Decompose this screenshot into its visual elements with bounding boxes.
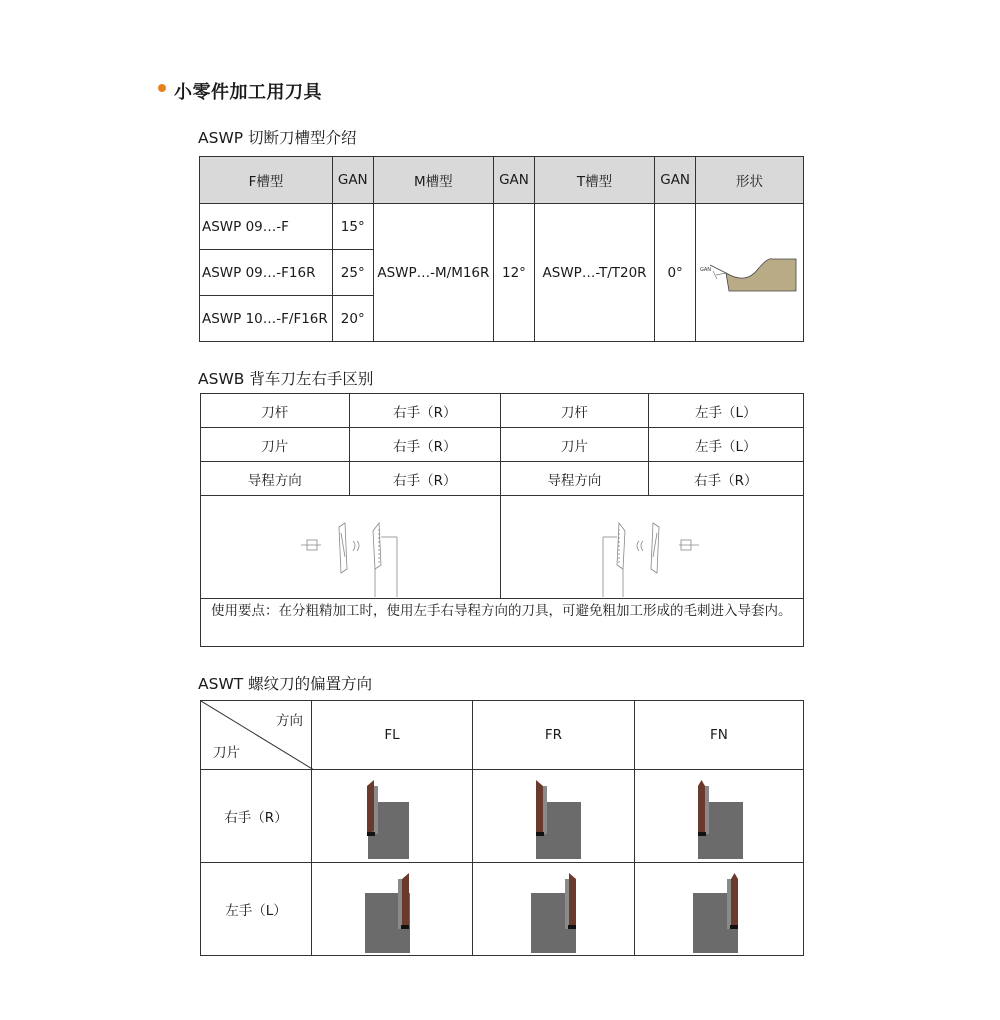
header-m-type: M槽型 xyxy=(373,157,493,204)
table-row xyxy=(201,394,804,428)
section-title: 小零件加工用刀具 xyxy=(174,82,322,103)
usage-note: 使用要点：在分粗精加工时，使用左手右导程方向的刀具，可避免粗加工形成的毛刺进入导套内。 xyxy=(201,599,804,647)
header-t-type: T槽型 xyxy=(534,157,654,204)
aswt-table xyxy=(200,700,804,956)
aswb-table xyxy=(200,393,804,647)
left-hand-diagram-cell xyxy=(501,496,804,599)
t-type-cell: ASWP…-T/T20R xyxy=(534,204,654,342)
aswb-cell: 导程方向 xyxy=(501,462,648,496)
aswb-cell: 刀杆 xyxy=(501,394,648,428)
aswb-cell: 右手（R） xyxy=(648,462,803,496)
gan-cell: 15° xyxy=(332,204,373,250)
fn-right-hand-illustration xyxy=(635,770,803,862)
m-type-cell: ASWP…-M/M16R xyxy=(373,204,493,342)
f-type-cell: ASWP 10…-F/F16R xyxy=(200,296,333,342)
thread-fl-left xyxy=(312,863,473,956)
thread-fl-right xyxy=(312,770,473,863)
groove-shape-diagram xyxy=(696,205,801,341)
fl-right-hand-illustration xyxy=(312,770,472,862)
corner-bottom-label: 刀片 xyxy=(213,745,240,761)
column-header-fl: FL xyxy=(312,701,473,770)
aswb-title: ASWB 背车刀左右手区别 xyxy=(198,370,374,388)
section-bullet-icon xyxy=(158,84,166,92)
aswb-cell: 刀片 xyxy=(501,428,648,462)
f-type-cell: ASWP 09…-F xyxy=(200,204,333,250)
aswb-cell: 右手（R） xyxy=(349,394,501,428)
fn-left-hand-illustration xyxy=(635,863,803,955)
gan-cell: 25° xyxy=(332,250,373,296)
aswb-cell: 左手（L） xyxy=(648,394,803,428)
shape-gan-label: GAN xyxy=(700,266,712,273)
header-f-type: F槽型 xyxy=(200,157,333,204)
aswb-cell: 导程方向 xyxy=(201,462,350,496)
aswb-cell: 刀片 xyxy=(201,428,350,462)
aswt-title: ASWT 螺纹刀的偏置方向 xyxy=(198,675,373,693)
m-gan-cell: 12° xyxy=(494,204,535,342)
aswt-header-row xyxy=(201,701,804,770)
gan-cell: 20° xyxy=(332,296,373,342)
column-header-fn: FN xyxy=(634,701,803,770)
header-gan-f: GAN xyxy=(332,157,373,204)
thread-fr-right xyxy=(473,770,635,863)
aswb-cell: 刀杆 xyxy=(201,394,350,428)
f-type-cell: ASWP 09…-F16R xyxy=(200,250,333,296)
corner-cell xyxy=(201,701,312,770)
fl-left-hand-illustration xyxy=(312,863,472,955)
row-label-left-hand: 左手（L） xyxy=(201,863,312,956)
fr-right-hand-illustration xyxy=(473,770,633,862)
table-row xyxy=(201,496,804,599)
shape-cell xyxy=(696,204,804,342)
aswp-header-row xyxy=(200,157,804,204)
table-row xyxy=(201,770,804,863)
left-hand-tool-diagram xyxy=(501,497,801,597)
aswb-cell: 右手（R） xyxy=(349,428,501,462)
aswp-table xyxy=(199,156,804,342)
row-label-right-hand: 右手（R） xyxy=(201,770,312,863)
right-hand-tool-diagram xyxy=(201,497,499,597)
t-gan-cell: 0° xyxy=(655,204,696,342)
aswb-cell: 右手（R） xyxy=(349,462,501,496)
table-row xyxy=(201,462,804,496)
table-row xyxy=(201,599,804,647)
fr-left-hand-illustration xyxy=(473,863,633,955)
right-hand-diagram-cell xyxy=(201,496,501,599)
table-row xyxy=(201,428,804,462)
aswb-cell: 左手（L） xyxy=(648,428,803,462)
corner-top-label: 方向 xyxy=(276,713,304,729)
table-row xyxy=(201,863,804,956)
header-shape: 形状 xyxy=(696,157,804,204)
table-row xyxy=(200,204,804,250)
column-header-fr: FR xyxy=(473,701,635,770)
thread-fn-left xyxy=(634,863,803,956)
thread-fr-left xyxy=(473,863,635,956)
header-gan-t: GAN xyxy=(655,157,696,204)
aswp-title: ASWP 切断刀槽型介绍 xyxy=(198,129,357,147)
thread-fn-right xyxy=(634,770,803,863)
header-gan-m: GAN xyxy=(494,157,535,204)
